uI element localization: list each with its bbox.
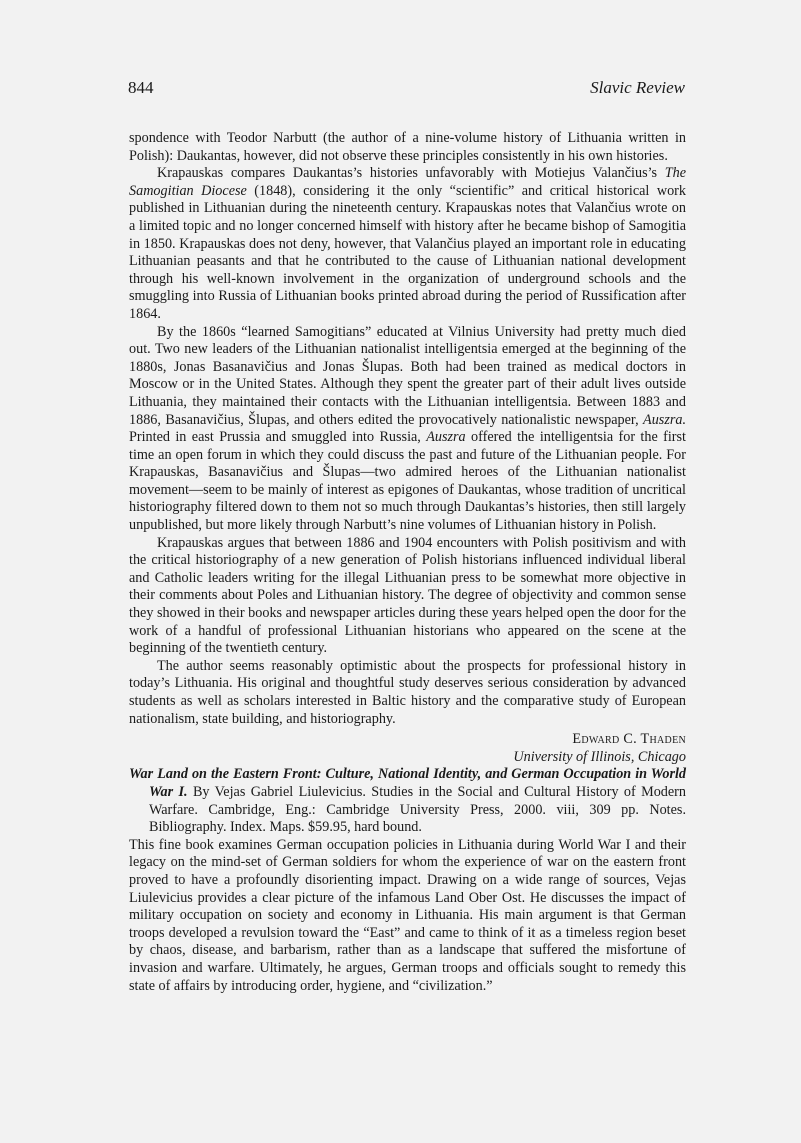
text-run: By the 1860s “learned Samogitians” educated at Vilnius University had pretty much died out. Two new leaders of the Lithuanian nationalist intelligentsia emerged at the beginning of the 1880s, Jonas Basanavičius and Jonas Šlupas. Both had been trained as medical doctors in Moscow or in the United States. Although they spent the greater part of their adult lives outside Lithuania, they maintained their contacts with the Lithuanian intelligentsia. Between 1883 and 1886, Basanavičius, Šlupas, and others edited the provocatively nationalistic newspaper, — [129, 323, 686, 428]
newspaper-title-italic: Auszra. — [643, 411, 686, 428]
paragraph-positivism: Krapauskas argues that between 1886 and 1904 encounters with Polish positivism and with the critical historiography of a new generation of Polish historians influenced individual liberal and Catholic leaders writing for the illegal Lithuanian press to be somewhat more objective in their comments about Poles and Lithuanian history. The degree of objectivity and common sense they showed in their books and newspaper articles during these years helped open the door for the work of a handful of professional Lithuanian historians who appeared on the scene at the beginning of the twentieth century. — [129, 534, 686, 657]
text-run: Krapauskas compares Daukantas’s histories unfavorably with Motiejus Valančius’s — [157, 165, 665, 182]
reviewer-signature — [129, 731, 686, 766]
review-body-paragraph: This fine book examines German occupation policies in Lithuania during World War I and their legacy on the mind-set of German soldiers for whom the experience of war on the eastern front proved to have a profoundly disorienting impact. Drawing on a wide range of sources, Vejas Liulevicius provides a clear picture of the infamous Land Ober Ost. He discusses the impact of military occupation on society and economy in Lithuania. His main argument is that German troops developed a revulsion toward the “East” and came to think of it as a timeless region beset by chaos, disease, and barbarism, rather than as a landscape that suffered the misfortune of invasion and warfare. Ultimately, he argues, German troops and officials sought to remedy this state of affairs by introducing order, hygiene, and “civilization.” — [129, 836, 686, 994]
text-run: (1848), considering it the only “scientific” and critical historical work published in Lithuanian during the nineteenth century. Krapauskas notes that Valančius wrote on a limited topic and no longer concerned himself with history after he became bishop of Samogitia in 1850. Krapauskas does not deny, however, that Valančius played an important role in educating Lithuanian peasants and that he contributed to the cause of Lithuanian national development through his well-known involvement in the organization of underground schools and the smuggling into Russia of Lithuanian books printed abroad during the period of Russification after 1864. — [129, 182, 686, 322]
reviewer-affiliation: University of Illinois, Chicago — [513, 748, 686, 765]
journal-title: Slavic Review — [590, 78, 685, 97]
paragraph-conclusion: The author seems reasonably optimistic about the prospects for professional history in today’s Lithuania. His original and thoughtful study deserves serious consideration by advanced students as well as scholars interested in Baltic history and the comparative study of European nationalism, state building, and historiography. — [129, 657, 686, 727]
book-title-italic: The Samogitian Diocese — [129, 165, 686, 199]
review-heading — [129, 766, 686, 836]
page-number: 844 — [128, 78, 154, 97]
text-run: Printed in east Prussia and smuggled into Russia, — [129, 429, 427, 446]
reviewed-book-title: War Land on the Eastern Front: Culture, National Identity, and German Occupation in World War I. — [129, 766, 686, 800]
paragraph-valancius — [129, 165, 686, 323]
text-column — [129, 130, 686, 995]
text-run: offered the intelligentsia for the first time an open forum in which they could discuss the past and future of the Lithuanian people. For Krapauskas, Basanavičius and Šlupas—two admired heroes of the Lithuanian nationalist movement—seem to be mainly of interest as epigones of Daukantas, whose tradition of uncritical historiography filtered down to them not so much through Daukantas’s histories, then still largely unpublished, but more likely through Narbutt’s nine volumes of Lithuanian history in Polish. — [129, 429, 686, 534]
paragraph-continuation: spondence with Teodor Narbutt (the author of a nine-volume history of Lithuania written in Polish): Daukantas, however, did not observe these principles consistently in his own histories. — [129, 130, 686, 164]
reviewer-name: Edward C. Thaden — [572, 731, 686, 748]
newspaper-title-italic: Auszra — [426, 429, 466, 446]
bibliographic-details: By Vejas Gabriel Liulevicius. Studies in the Social and Cultural History of Modern Warfare. Cambridge, Eng.: Cambridge University Press, 2000. viii, 309 pp. Notes. Bibliography. Index. Maps. $59.95, hard bound. — [149, 783, 687, 836]
paragraph-intelligentsia — [129, 324, 686, 535]
